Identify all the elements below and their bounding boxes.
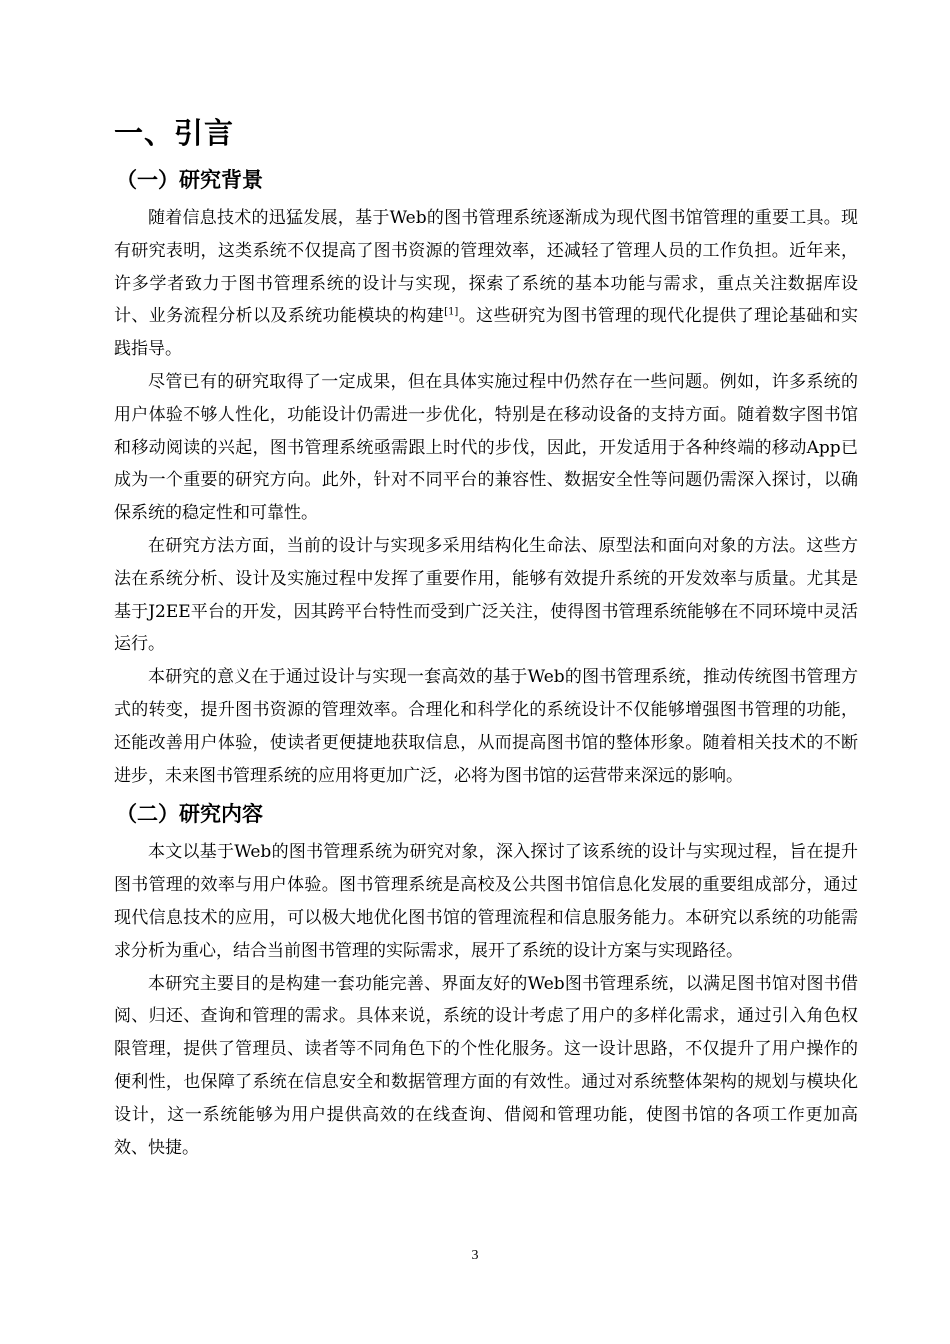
paragraph: 在研究方法方面，当前的设计与实现多采用结构化生命法、原型法和面向对象的方法。这些方法在系统分析、设计及实施过程中发挥了重要作用，能够有效提升系统的开发效率与质量。尤其是基于J2EE平台的开发，因其跨平台特性而受到广泛关注，使得图书管理系统能够在不同环境中灵活运行。 <box>114 535 858 655</box>
citation-reference: [1] <box>444 306 459 318</box>
section-title-background: （一）研究背景 <box>116 168 263 192</box>
paragraph: 本研究的意义在于通过设计与实现一套高效的基于Web的图书管理系统，推动传统图书管理方式的转变，提升图书资源的管理效率。合理化和科学化的系统设计不仅能够增强图书管理的功能，还能改善用户体验，使读者更便捷地获取信息，从而提高图书馆的整体形象。随着相关技术的不断进步，未来图书管理系统的应用将更加广泛，必将为图书馆的运营带来深远的影响。 <box>114 667 858 786</box>
page-content <box>114 108 858 1164</box>
section-title-content: （二）研究内容 <box>116 802 263 827</box>
paragraph: 尽管已有的研究取得了一定成果，但在具体实施过程中仍然存在一些问题。例如，许多系统的用户体验不够人性化，功能设计仍需进一步优化，特别是在移动设备的支持方面。随着数字图书馆和移动阅读的兴起，图书管理系统亟需跟上时代的步伐，因此，开发适用于各种终端的移动App已成为一个重要的研究方向。此外，针对不同平台的兼容性、数据安全性等问题仍需深入探讨，以确保系统的稳定性和可靠性。 <box>114 371 858 524</box>
page-number: 3 <box>471 1248 479 1263</box>
paragraph <box>114 202 858 366</box>
chapter-title: 一、引言 <box>114 116 235 150</box>
paragraph: 本文以基于Web的图书管理系统为研究对象，深入探讨了该系统的设计与实现过程，旨在提升图书管理的效率与用户体验。图书管理系统是高校及公共图书馆信息化发展的重要组成部分，通过现代信息技术的应用，可以极大地优化图书馆的管理流程和信息服务能力。本研究以系统的功能需求分析为重心，结合当前图书管理的实际需求，展开了系统的设计方案与实现路径。 <box>114 842 858 961</box>
paragraph-text-tail: 。这些研究为图书管理的现代化提供了理论基础和实践指导。 <box>114 306 859 360</box>
paragraph: 本研究主要目的是构建一套功能完善、界面友好的Web图书管理系统，以满足图书馆对图书借阅、归还、查询和管理的需求。具体来说，系统的设计考虑了用户的多样化需求，通过引入角色权限管理，提供了管理员、读者等不同角色下的个性化服务。这一设计思路，不仅提升了用户操作的便利性，也保障了系统在信息安全和数据管理方面的有效性。通过对系统整体架构的规划与模块化设计，这一系统能够为用户提供高效的在线查询、借阅和管理功能，使图书馆的各项工作更加高效、快捷。 <box>114 973 858 1158</box>
paragraph-text: 随着信息技术的迅猛发展，基于Web的图书管理系统逐渐成为现代图书馆管理的重要工具。现有研究表明，这类系统不仅提高了图书资源的管理效率，还减轻了管理人员的工作负担。近年来，许多学者致力于图书管理系统的设计与实现，探索了系统的基本功能与需求，重点关注数据库设计、业务流程分析以及系统功能模块的构建 <box>114 208 858 327</box>
